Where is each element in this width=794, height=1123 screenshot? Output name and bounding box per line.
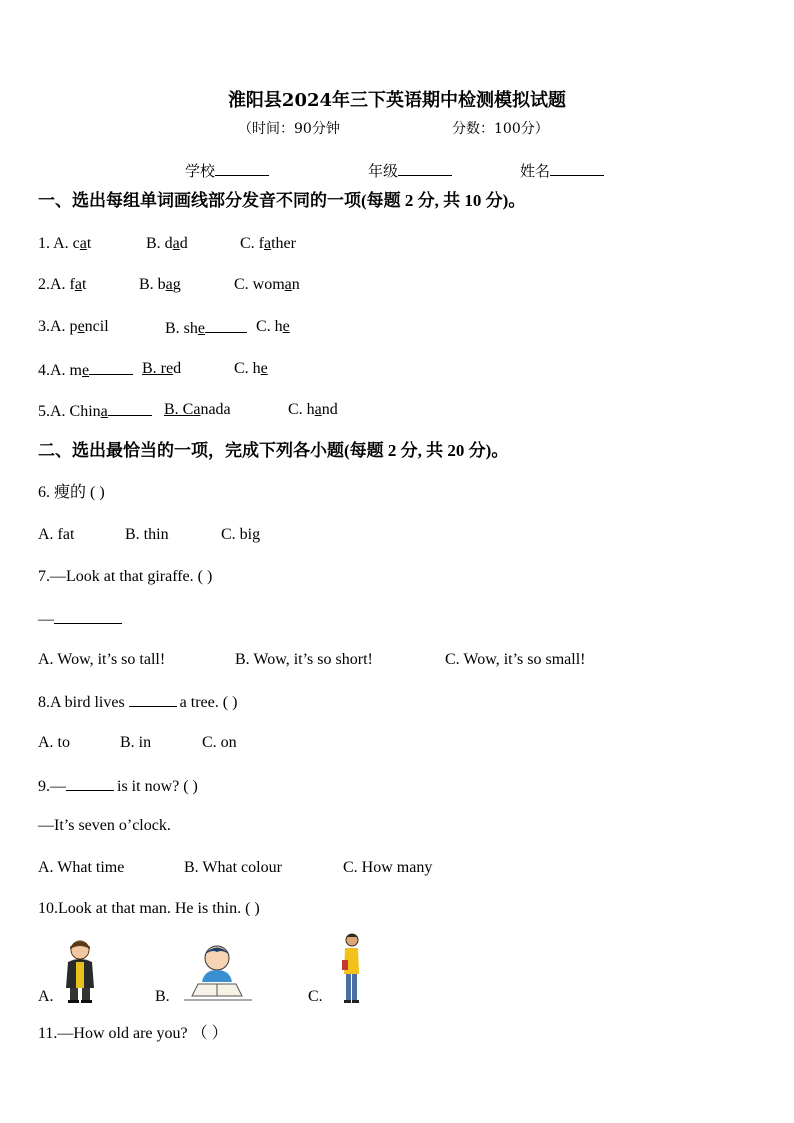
question-11-stem: 11.—How old are you? （ ） xyxy=(38,1025,228,1042)
question-9-answer: —It’s seven o’clock. xyxy=(38,817,171,834)
name-field[interactable] xyxy=(520,160,604,181)
question-4: 4.A. me xyxy=(38,359,133,381)
question-10-stem: 10.Look at that man. He is thin. ( ) xyxy=(38,900,260,917)
question-2: 2.A. fat xyxy=(38,276,87,293)
question-9-option-c[interactable]: C. How many xyxy=(343,859,433,876)
question-6-option-c[interactable]: C. big xyxy=(221,526,261,543)
question-7-option-a[interactable]: A. Wow, it’s so tall! xyxy=(38,651,166,668)
question-8-option-c[interactable]: C. on xyxy=(202,734,237,751)
page-title: 淮阳县2024年三下英语期中检测模拟试题 xyxy=(227,90,567,111)
question-10-option-b[interactable]: B. xyxy=(155,988,170,1005)
question-6-stem: 6. 瘦的 ( ) xyxy=(38,484,105,501)
question-5-option-c[interactable]: C. hand xyxy=(288,401,338,418)
question-6-option-b[interactable]: B. thin xyxy=(125,526,169,543)
question-1-option-b[interactable]: B. dad xyxy=(146,235,188,252)
question-7-option-c[interactable]: C. Wow, it’s so small! xyxy=(445,651,586,668)
boy-standing-image[interactable] xyxy=(60,938,100,1004)
boy-reading-image[interactable] xyxy=(180,940,254,1002)
question-7-stem: 7.—Look at that giraffe. ( ) xyxy=(38,568,213,585)
question-9-option-a[interactable]: A. What time xyxy=(38,859,125,876)
question-1-option-c[interactable]: C. father xyxy=(240,235,296,252)
question-10-option-c[interactable]: C. xyxy=(308,988,323,1005)
question-8-stem: 8.A bird lives a tree. ( ) xyxy=(38,691,237,713)
question-5-option-b[interactable]: B. Canada xyxy=(164,401,231,418)
question-6-option-a[interactable]: A. fat xyxy=(38,526,75,543)
thin-man-image[interactable] xyxy=(336,932,364,1006)
question-9-option-b[interactable]: B. What colour xyxy=(184,859,282,876)
question-2-option-b[interactable]: B. bag xyxy=(139,276,181,293)
question-5: 5.A. China xyxy=(38,400,152,422)
question-8-option-a[interactable]: A. to xyxy=(38,734,70,751)
question-7-answer-blank[interactable]: — xyxy=(38,608,122,630)
question-4-option-b[interactable]: B. red xyxy=(142,360,182,377)
exam-time: （时间：90分钟 xyxy=(238,121,340,137)
section1-heading: 一、选出每组单词画线部分发音不同的一项(每题 2 分, 共 10 分)。 xyxy=(38,191,526,210)
grade-field[interactable] xyxy=(368,160,452,181)
question-10-option-a[interactable]: A. xyxy=(38,988,54,1005)
name-label: 姓名 xyxy=(520,162,551,180)
question-8-option-b[interactable]: B. in xyxy=(120,734,152,751)
question-3-option-b[interactable]: B. she xyxy=(165,317,247,339)
question-3: 3.A. pencil xyxy=(38,318,109,335)
question-9-stem: 9.— is it now? ( ) xyxy=(38,775,198,797)
school-field[interactable] xyxy=(185,160,269,181)
question-1: 1. A. cat xyxy=(38,235,92,252)
exam-score: 分数：100分） xyxy=(452,121,549,137)
grade-label: 年级 xyxy=(368,162,399,180)
question-4-option-c[interactable]: C. he xyxy=(234,360,268,377)
school-label: 学校 xyxy=(185,162,216,180)
question-7-option-b[interactable]: B. Wow, it’s so short! xyxy=(235,651,373,668)
question-2-option-c[interactable]: C. woman xyxy=(234,276,300,293)
section2-heading: 二、选出最恰当的一项，完成下列各小题(每题 2 分, 共 20 分)。 xyxy=(38,441,509,460)
question-3-option-c[interactable]: C. he xyxy=(256,318,290,335)
